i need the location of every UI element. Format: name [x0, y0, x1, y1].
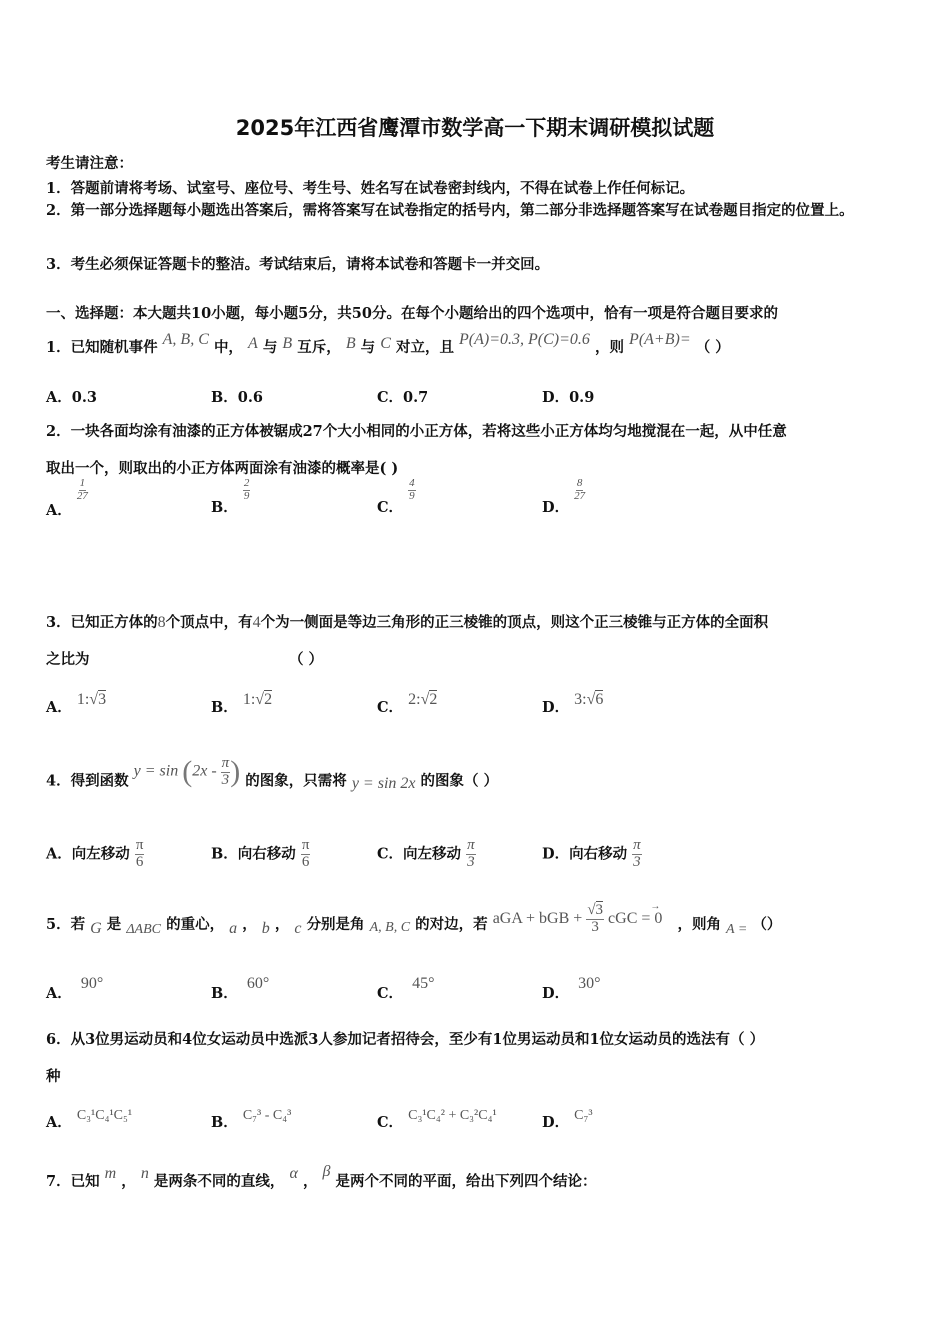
q7-math-m: m: [104, 1165, 117, 1182]
q5-math-angles: A, B, C: [369, 919, 411, 935]
q5-option-a-label: A．: [46, 985, 72, 1002]
question-2-line-2: 取出一个，则取出的小正方体两面涂有油漆的概率是( ): [46, 460, 399, 477]
q5-text-6: 分别是角: [306, 915, 365, 933]
q2-option-a-fraction: [77, 478, 88, 502]
q6-option-c-label: C．: [377, 1114, 404, 1131]
q1-text-1: 1．已知随机事件: [46, 339, 158, 356]
q2-a-numerator: 1: [79, 477, 86, 489]
q3-option-a-math: 1:√3: [76, 691, 107, 708]
q2-option-c: [377, 477, 416, 520]
q2-d-denominator: 27: [574, 489, 586, 502]
q5-math-c: c: [294, 919, 302, 937]
q3-c-left: 2:: [408, 691, 421, 708]
question-5: [46, 900, 782, 942]
q3-text-2: 个顶点中，有: [165, 614, 253, 631]
q5-option-a: [46, 975, 104, 1003]
q4-option-d-label: D．向右移动: [542, 845, 628, 863]
q5-den: 3: [591, 918, 599, 935]
q4-text-3: 的图象（ ）: [420, 772, 499, 790]
q3-option-b-math: 1:√2: [242, 691, 273, 708]
q3-b-root: 2: [264, 691, 273, 708]
q1-option-a: A．0.3: [46, 389, 97, 406]
q5-math-angle-a: A =: [726, 921, 748, 937]
q5-text-4: ，: [242, 915, 257, 933]
q2-b-numerator: 2: [243, 477, 250, 489]
q1-math-events: A, B, C: [162, 331, 209, 348]
q3-option-c: [377, 691, 438, 717]
q4-b-num: π: [301, 837, 310, 853]
q5-option-b: [211, 975, 270, 1003]
q1-option-c: C．0.7: [377, 389, 429, 406]
q1-math-a: A: [248, 335, 258, 352]
q5-math-a: a: [229, 919, 238, 937]
q2-option-a: [46, 477, 88, 520]
q1-text-6: 对立，且: [395, 339, 454, 356]
q1-text-5: 与: [360, 339, 376, 356]
q2-option-b-fraction: [243, 478, 251, 502]
question-1: [46, 331, 730, 357]
q6-option-b-math: C₇³ - C₄³: [242, 1108, 292, 1123]
q5-vector-arrow: →: [650, 900, 661, 912]
q4-option-c: [377, 838, 476, 871]
q5-option-d: [542, 975, 601, 1003]
q4-a-den: 6: [135, 853, 144, 870]
q2-option-b-label: B．: [211, 499, 238, 517]
q2-option-d: [542, 477, 586, 520]
q5-paren: （）: [752, 915, 782, 933]
q3-math-4: 4: [252, 614, 261, 631]
q1-math-union: P(A+B)=: [629, 331, 691, 348]
q5-text-2: 是: [106, 915, 122, 933]
q6-option-a-math: C₃¹C₄¹C₅¹: [76, 1108, 133, 1123]
q5-option-b-label: B．: [211, 985, 238, 1002]
q5-root: 3: [595, 902, 604, 918]
q2-option-a-label: A．: [46, 502, 72, 520]
q6-option-b: [211, 1108, 292, 1132]
q4-b-den: 6: [301, 853, 310, 870]
notice-item-3: 3．考生必须保证答题卡的整洁。考试结束后，请将本试卷和答题卡一并交回。: [46, 256, 550, 273]
q1-option-d: D．0.9: [542, 389, 595, 406]
q2-option-c-label: C．: [377, 499, 404, 517]
q5-option-c-label: C．: [377, 985, 404, 1002]
q4-option-b-label: B．向右移动: [211, 845, 296, 863]
q3-option-b-label: B．: [211, 699, 238, 716]
q4-arg: 2x -: [192, 762, 217, 780]
q3-option-d-label: D．: [542, 699, 570, 716]
q5-option-d-value: 30°: [578, 975, 601, 992]
q4-math-function: y = sin (2x - $\frac{\pi}{3}$ ): [133, 754, 241, 788]
q5-option-c-value: 45°: [412, 975, 435, 992]
q5-text-7: 的对边，若: [415, 915, 488, 933]
q6-option-d-math: C₇³: [574, 1108, 593, 1123]
q5-option-b-value: 60°: [246, 975, 270, 992]
q3-option-c-math: 2:√2: [408, 691, 438, 708]
q4-three: 3: [221, 771, 230, 788]
q1-text-2: 中，: [213, 339, 243, 356]
q3-text-3: 个为一侧面是等边三角形的正三棱锥的顶点，则这个正三棱锥与正方体的全面积: [260, 614, 769, 631]
q7-text-3: 是两条不同的直线，: [153, 1173, 285, 1190]
q3-a-left: 1:: [76, 691, 90, 708]
q2-option-d-label: D．: [542, 499, 570, 517]
q2-option-d-fraction: [574, 478, 585, 502]
q4-option-a-label: A．向左移动: [46, 845, 130, 863]
q4-c-den: 3: [467, 853, 475, 870]
q3-a-root: 3: [98, 691, 107, 708]
q3-text-line-2: 之比为: [46, 651, 90, 668]
q3-text-1: 3．已知正方体的: [46, 614, 158, 631]
q2-d-numerator: 8: [576, 477, 583, 489]
q6-option-d-label: D．: [542, 1114, 570, 1131]
q1-text-7: ，则: [594, 339, 624, 356]
q3-d-left: 3:: [574, 691, 587, 708]
q7-math-n: n: [140, 1165, 149, 1182]
section-header: 一、选择题：本大题共10小题，每小题5分，共50分。在每个小题给出的四个选项中，恰有一项是符合题目要求的: [46, 305, 778, 322]
notice-heading: 考生请注意：: [46, 155, 133, 172]
q7-math-beta: β: [322, 1163, 331, 1180]
q7-text-1: 7．已知: [46, 1173, 100, 1190]
q5-text-5: ，: [274, 915, 290, 933]
q5-math-b: b: [261, 919, 270, 937]
q3-d-root: 6: [595, 691, 604, 708]
q4-option-c-fraction: [466, 838, 476, 871]
question-3-line-1: [46, 611, 768, 632]
q7-text-2: ，: [121, 1173, 136, 1190]
q2-a-denominator: 27: [76, 489, 88, 502]
question-6-line-2: 种: [46, 1068, 61, 1085]
q2-option-c-fraction: [408, 478, 416, 502]
q4-option-c-label: C．向左移动: [377, 845, 462, 863]
q7-text-4: ，: [302, 1173, 318, 1190]
q7-text-5: 是两个不同的平面，给出下列四个结论：: [335, 1173, 597, 1190]
q3-option-b: [211, 691, 273, 717]
q3-option-d: [542, 691, 604, 717]
q1-paren: （ ）: [695, 339, 730, 356]
q2-b-denominator: 9: [243, 489, 250, 502]
q4-option-a: [46, 838, 144, 871]
q5-math-g: G: [90, 919, 102, 937]
q5-option-c: [377, 975, 435, 1003]
q5-sqrt3-over-3: [586, 903, 604, 936]
q5-math-vector-equation: [492, 900, 673, 936]
q2-c-denominator: 9: [409, 489, 415, 502]
q4-option-a-fraction: [135, 838, 145, 871]
q3-option-d-math: 3:√6: [574, 691, 604, 708]
q4-option-d-fraction: [632, 838, 642, 871]
q5-option-a-value: 90°: [80, 975, 104, 992]
q4-pi: π: [221, 754, 230, 771]
question-2-line-1: 2．一块各面均涂有油漆的正方体被锯成27个大小相同的小正方体，若将这些小正方体均匀地搅混在一起，从中任意: [46, 423, 787, 440]
q5-text-3: 的重心，: [166, 915, 225, 933]
q4-text-2: 的图象，只需将: [245, 772, 347, 790]
q1-math-probabilities: P(A)=0.3, P(C)=0.6: [459, 331, 590, 348]
question-6-line-1: 6．从3位男运动员和4位女运动员中选派3人参加记者招待会，至少有1位男运动员和1位女运动员的选法有（ ）: [46, 1031, 765, 1048]
notice-item-1: 1．答题前请将考场、试室号、座位号、考生号、姓名写在试卷密封线内，不得在试卷上作任何标记。: [46, 180, 695, 197]
q4-option-b: [211, 838, 310, 871]
q4-pi-third: [221, 756, 231, 789]
q5-sqrt3: √3: [587, 902, 604, 918]
q6-option-c: [377, 1108, 497, 1132]
q6-option-b-label: B．: [211, 1114, 238, 1131]
q4-option-b-fraction: [301, 838, 311, 871]
q5-text-1: 5．若: [46, 915, 86, 933]
q1-text-3: 与: [262, 339, 278, 356]
q6-option-c-math: C₃¹C₄² + C₃²C₄¹: [408, 1108, 497, 1123]
question-4: [46, 754, 499, 799]
q4-d-den: 3: [633, 853, 641, 870]
question-3-line-2: [46, 648, 324, 669]
q5-option-d-label: D．: [542, 985, 570, 1002]
page-title: 2025年江西省鹰潭市数学高一下期末调研模拟试题: [235, 116, 715, 140]
q2-option-b: [211, 477, 250, 520]
q3-c-root: 2: [429, 691, 438, 708]
q5-math-triangle: ΔABC: [126, 921, 162, 937]
question-7: [46, 1163, 597, 1191]
q4-sin: y = sin: [133, 762, 179, 780]
q6-option-d: [542, 1108, 593, 1132]
q1-option-b: B．0.6: [211, 389, 263, 406]
notice-item-2: 2．第一部分选择题每小题选出答案后，需将答案写在试卷指定的括号内，第二部分非选择题答案写在试卷题目指定的位置上。: [46, 202, 854, 219]
q1-math-b: B: [282, 335, 293, 352]
q4-d-num: π: [633, 837, 641, 853]
q4-a-num: π: [135, 837, 144, 853]
q1-text-4: 互斥，: [297, 339, 341, 356]
q5-text-8: ，则角: [677, 915, 721, 933]
q4-option-d: [542, 838, 642, 871]
q3-option-a: [46, 691, 107, 717]
q6-option-a-label: A．: [46, 1114, 72, 1131]
q5-vec-left: aGA + bGB +: [492, 909, 583, 927]
q4-c-num: π: [467, 837, 475, 853]
q1-math-b2: B: [345, 335, 356, 352]
q3-option-a-label: A．: [46, 699, 72, 716]
q7-math-alpha: α: [289, 1165, 298, 1182]
q3-b-left: 1:: [242, 691, 256, 708]
q4-text-1: 4．得到函数: [46, 772, 129, 790]
q1-math-c: C: [380, 335, 391, 352]
q6-option-a: [46, 1108, 133, 1132]
q2-c-numerator: 4: [409, 477, 415, 489]
q3-paren: （ ）: [289, 651, 324, 668]
q3-option-c-label: C．: [377, 699, 404, 716]
q5-vec-right: cGC = 0: [608, 909, 663, 927]
q3-math-8: 8: [157, 614, 166, 631]
q4-math-base: y = sin 2x: [351, 774, 416, 792]
